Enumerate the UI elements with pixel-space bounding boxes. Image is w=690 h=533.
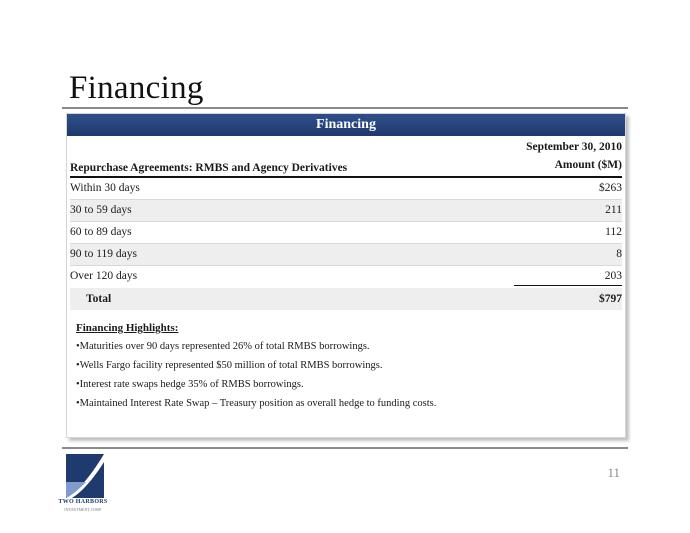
highlights-title: Financing Highlights: bbox=[76, 322, 179, 334]
row-label: 60 to 89 days bbox=[70, 226, 132, 238]
financing-panel bbox=[66, 113, 626, 438]
column-header-unit: Amount ($M) bbox=[554, 159, 622, 171]
table-row bbox=[70, 178, 622, 200]
table-row bbox=[70, 244, 622, 266]
total-row bbox=[70, 288, 622, 310]
footer-divider bbox=[62, 447, 628, 449]
total-value: $797 bbox=[599, 293, 622, 305]
total-label: Total bbox=[86, 293, 112, 305]
page-number: 11 bbox=[607, 465, 620, 480]
column-header-date: September 30, 2010 bbox=[526, 141, 622, 153]
table-header bbox=[70, 141, 622, 176]
row-value: 203 bbox=[604, 270, 622, 282]
logo-subtitle: INVESTMENT CORP. bbox=[64, 507, 102, 512]
row-value: $263 bbox=[599, 182, 622, 194]
row-value: 112 bbox=[605, 226, 622, 238]
row-label: Over 120 days bbox=[70, 270, 138, 282]
highlight-bullet: •Maintained Interest Rate Swap – Treasury position as overall hedge to funding costs. bbox=[76, 398, 437, 409]
row-label: 90 to 119 days bbox=[70, 248, 137, 260]
highlight-bullet: •Interest rate swaps hedge 35% of RMBS borrowings. bbox=[76, 379, 304, 390]
table-row bbox=[70, 222, 622, 244]
highlight-bullet: •Wells Fargo facility represented $50 million of total RMBS borrowings. bbox=[76, 360, 383, 371]
panel-header: Financing bbox=[67, 114, 625, 136]
highlight-bullet: •Maturities over 90 days represented 26% of total RMBS borrowings. bbox=[76, 341, 370, 352]
title-divider bbox=[62, 107, 628, 109]
row-label: 30 to 59 days bbox=[70, 204, 132, 216]
row-value: 211 bbox=[605, 204, 622, 216]
row-label: Within 30 days bbox=[70, 182, 140, 194]
page-title: Financing bbox=[69, 70, 204, 106]
financing-highlights bbox=[76, 322, 436, 417]
logo-wordmark: TWO HARBORS bbox=[58, 499, 108, 505]
table-row bbox=[70, 266, 622, 287]
total-rule bbox=[514, 285, 622, 286]
column-header-category: Repurchase Agreements: RMBS and Agency Derivatives bbox=[70, 162, 348, 174]
column-header-amount bbox=[526, 138, 622, 174]
table-row bbox=[70, 200, 622, 222]
maturity-table bbox=[70, 178, 622, 287]
row-value: 8 bbox=[616, 248, 622, 260]
